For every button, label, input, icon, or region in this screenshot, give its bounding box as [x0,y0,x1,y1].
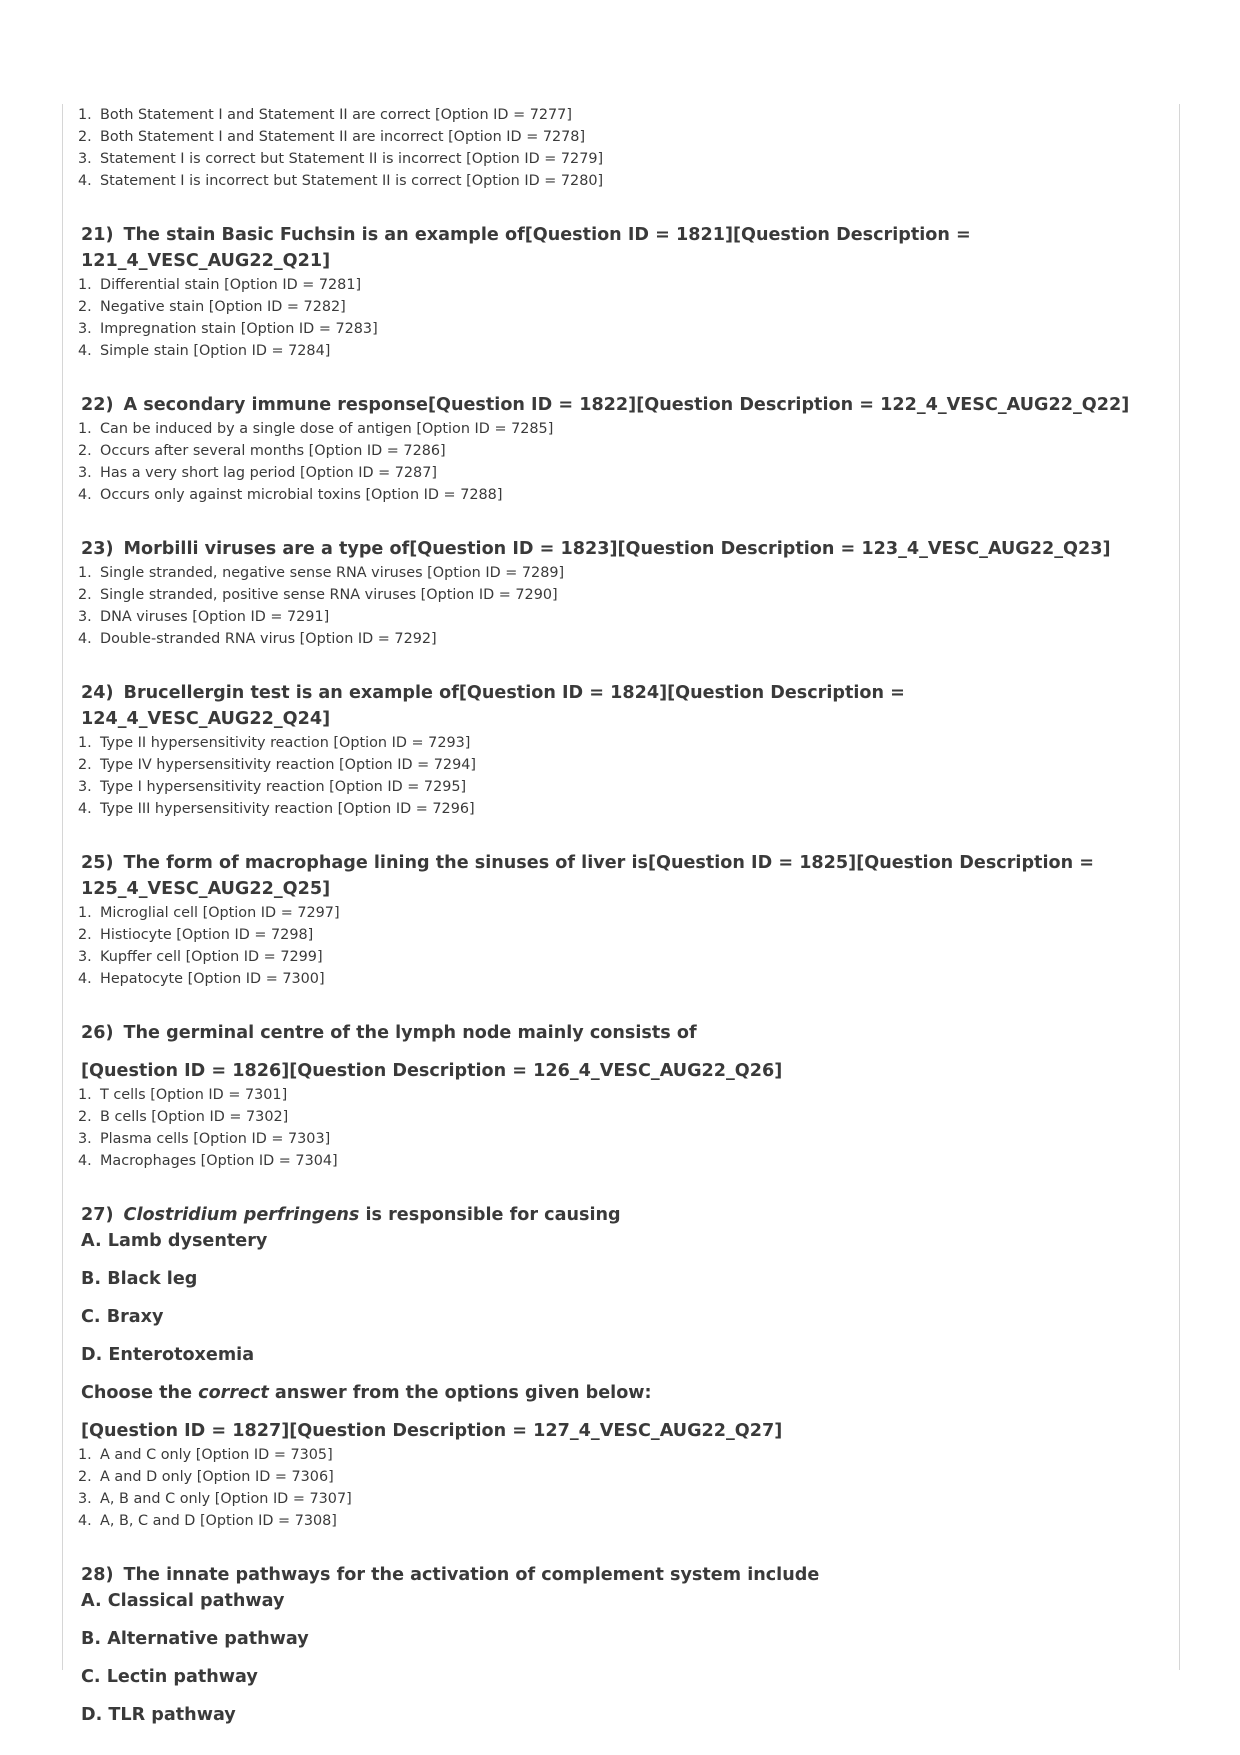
question-title [81,850,1141,902]
option-number: 4. [78,631,92,647]
option-item [63,732,1179,754]
option-text: Type I hypersensitivity reaction [Option ID = 7295] [100,779,467,795]
option-text: Statement I is incorrect but Statement II is correct [Option ID = 7280] [100,173,604,189]
option-number: 3. [78,465,92,481]
option-number: 2. [78,927,92,943]
option-text: Type II hypersensitivity reaction [Option ID = 7293] [100,735,471,751]
option-number: 1. [78,565,92,581]
option-text: Hepatocyte [Option ID = 7300] [100,971,325,987]
question-26 [63,1020,1179,1172]
question-title [81,1202,1141,1228]
page-content [63,104,1179,1728]
question-27 [63,1202,1179,1532]
option-text: B cells [Option ID = 7302] [100,1109,289,1125]
option-number: 1. [78,905,92,921]
option-item [63,606,1179,628]
option-number: 3. [78,609,92,625]
option-number: 4. [78,801,92,817]
option-item [63,274,1179,296]
statement-item: B. Alternative pathway [81,1629,309,1649]
option-text: Single stranded, positive sense RNA viruses [Option ID = 7290] [100,587,558,603]
option-text: Occurs after several months [Option ID = 7286] [100,443,446,459]
option-item [63,462,1179,484]
question-text: is responsible for causing [359,1205,621,1225]
option-item [63,1444,1179,1466]
question-title [81,392,1141,418]
option-text: Double-stranded RNA virus [Option ID = 7292] [100,631,437,647]
statement-item: C. Lectin pathway [81,1667,258,1687]
question-text: Brucellergin test is an example of[Question ID = 1824][Question Description = 124_4_VESC_AUG22_Q24] [81,683,905,729]
page-frame [62,104,1180,1725]
question-22 [63,392,1179,506]
option-item [63,318,1179,340]
question-number: 23) [81,539,114,559]
option-text: Type IV hypersensitivity reaction [Option ID = 7294] [100,757,476,773]
question-title [81,536,1141,562]
question-text: A secondary immune response[Question ID = 1822][Question Description = 122_4_VESC_AUG22_Q22] [123,395,1130,415]
question-number: 22) [81,395,114,415]
option-item [63,440,1179,462]
option-item [63,584,1179,606]
option-list [63,418,1179,506]
choose-text-italic: correct [198,1383,269,1403]
option-item [63,754,1179,776]
option-text: Microglial cell [Option ID = 7297] [100,905,340,921]
question-28 [63,1562,1179,1728]
statement-item: B. Black leg [81,1269,198,1289]
option-number: 3. [78,949,92,965]
option-number: 3. [78,1491,92,1507]
question-title [81,680,1141,732]
question-21 [63,222,1179,362]
option-item [63,1084,1179,1106]
question-text: Morbilli viruses are a type of[Question ID = 1823][Question Description = 123_4_VESC_AUG22_Q23] [123,539,1111,559]
option-number: 2. [78,129,92,145]
question-number: 21) [81,225,114,245]
option-number: 3. [78,151,92,167]
option-number: 2. [78,587,92,603]
option-text: Occurs only against microbial toxins [Option ID = 7288] [100,487,503,503]
option-text: Single stranded, negative sense RNA viruses [Option ID = 7289] [100,565,565,581]
question-text: The form of macrophage lining the sinuses of liver is[Question ID = 1825][Question Description = 125_4_VESC_AUG22_Q25] [81,853,1094,899]
question-meta: [Question ID = 1826][Question Description = 126_4_VESC_AUG22_Q26] [81,1061,783,1081]
option-text: A, B, C and D [Option ID = 7308] [100,1513,337,1529]
option-number: 2. [78,1469,92,1485]
option-number: 1. [78,1087,92,1103]
option-number: 2. [78,1109,92,1125]
question-number: 25) [81,853,114,873]
option-number: 3. [78,779,92,795]
choose-instruction [81,1380,1179,1406]
option-number: 2. [78,299,92,315]
option-item [63,484,1179,506]
option-list [63,732,1179,820]
option-number: 2. [78,757,92,773]
option-text: A, B and C only [Option ID = 7307] [100,1491,352,1507]
question-text: The innate pathways for the activation of complement system include [123,1565,820,1585]
option-item [63,946,1179,968]
option-item [63,924,1179,946]
option-number: 1. [78,277,92,293]
question-text: The germinal centre of the lymph node mainly consists of [123,1023,697,1043]
option-item [63,418,1179,440]
option-text: Impregnation stain [Option ID = 7283] [100,321,378,337]
option-text: Plasma cells [Option ID = 7303] [100,1131,331,1147]
option-number: 3. [78,1131,92,1147]
option-item [63,1106,1179,1128]
option-item [63,170,1179,192]
question-number: 28) [81,1565,114,1585]
option-text: Macrophages [Option ID = 7304] [100,1153,338,1169]
option-item [63,562,1179,584]
option-list [63,274,1179,362]
option-list [63,562,1179,650]
option-text: Statement I is correct but Statement II is incorrect [Option ID = 7279] [100,151,604,167]
statement-item: A. Classical pathway [81,1591,285,1611]
option-number: 4. [78,343,92,359]
question-meta: [Question ID = 1827][Question Description = 127_4_VESC_AUG22_Q27] [81,1421,783,1441]
option-item [63,1128,1179,1150]
option-number: 4. [78,1513,92,1529]
option-text: Negative stain [Option ID = 7282] [100,299,346,315]
question-text: The stain Basic Fuchsin is an example of[Question ID = 1821][Question Description = 121_4_VESC_AUG22_Q21] [81,225,971,271]
option-item [63,1488,1179,1510]
question-title [81,222,1141,274]
option-item [63,148,1179,170]
option-number: 1. [78,1447,92,1463]
statement-item: D. Enterotoxemia [81,1345,255,1365]
question-title [81,1020,1141,1046]
option-item [63,968,1179,990]
option-text: Histiocyte [Option ID = 7298] [100,927,314,943]
option-text: Both Statement I and Statement II are correct [Option ID = 7277] [100,107,572,123]
option-number: 2. [78,443,92,459]
statement-item: C. Braxy [81,1307,164,1327]
option-text: Has a very short lag period [Option ID = 7287] [100,465,437,481]
option-text: DNA viruses [Option ID = 7291] [100,609,330,625]
question-text-italic: Clostridium perfringens [123,1205,360,1225]
question-number: 24) [81,683,114,703]
option-item [63,902,1179,924]
option-list [63,1444,1179,1532]
choose-text: Choose the [81,1383,199,1403]
option-number: 1. [78,107,92,123]
option-number: 4. [78,1153,92,1169]
option-item [63,104,1179,126]
option-list [63,902,1179,990]
option-item [63,1466,1179,1488]
question-number: 26) [81,1023,114,1043]
option-text: A and C only [Option ID = 7305] [100,1447,333,1463]
option-text: Both Statement I and Statement II are incorrect [Option ID = 7278] [100,129,586,145]
question-24 [63,680,1179,820]
option-item [63,126,1179,148]
option-list [63,1084,1179,1172]
option-number: 4. [78,487,92,503]
option-number: 4. [78,173,92,189]
option-text: Can be induced by a single dose of antigen [Option ID = 7285] [100,421,554,437]
option-item [63,628,1179,650]
option-text: Type III hypersensitivity reaction [Option ID = 7296] [100,801,475,817]
choose-text: answer from the options given below: [268,1383,652,1403]
statement-item: A. Lamb dysentery [81,1231,268,1251]
option-number: 1. [78,421,92,437]
option-text: Simple stain [Option ID = 7284] [100,343,331,359]
option-item [63,1150,1179,1172]
option-text: T cells [Option ID = 7301] [100,1087,288,1103]
option-item [63,340,1179,362]
question-25 [63,850,1179,990]
option-item [63,296,1179,318]
question-number: 27) [81,1205,114,1225]
option-number: 4. [78,971,92,987]
option-item [63,798,1179,820]
option-text: A and D only [Option ID = 7306] [100,1469,334,1485]
statement-item: D. TLR pathway [81,1705,236,1725]
option-text: Kupffer cell [Option ID = 7299] [100,949,323,965]
option-text: Differential stain [Option ID = 7281] [100,277,362,293]
option-item [63,1510,1179,1532]
option-item [63,776,1179,798]
question-title [81,1562,1141,1588]
question-23 [63,536,1179,650]
option-number: 3. [78,321,92,337]
option-number: 1. [78,735,92,751]
prev-question-options [63,104,1179,192]
